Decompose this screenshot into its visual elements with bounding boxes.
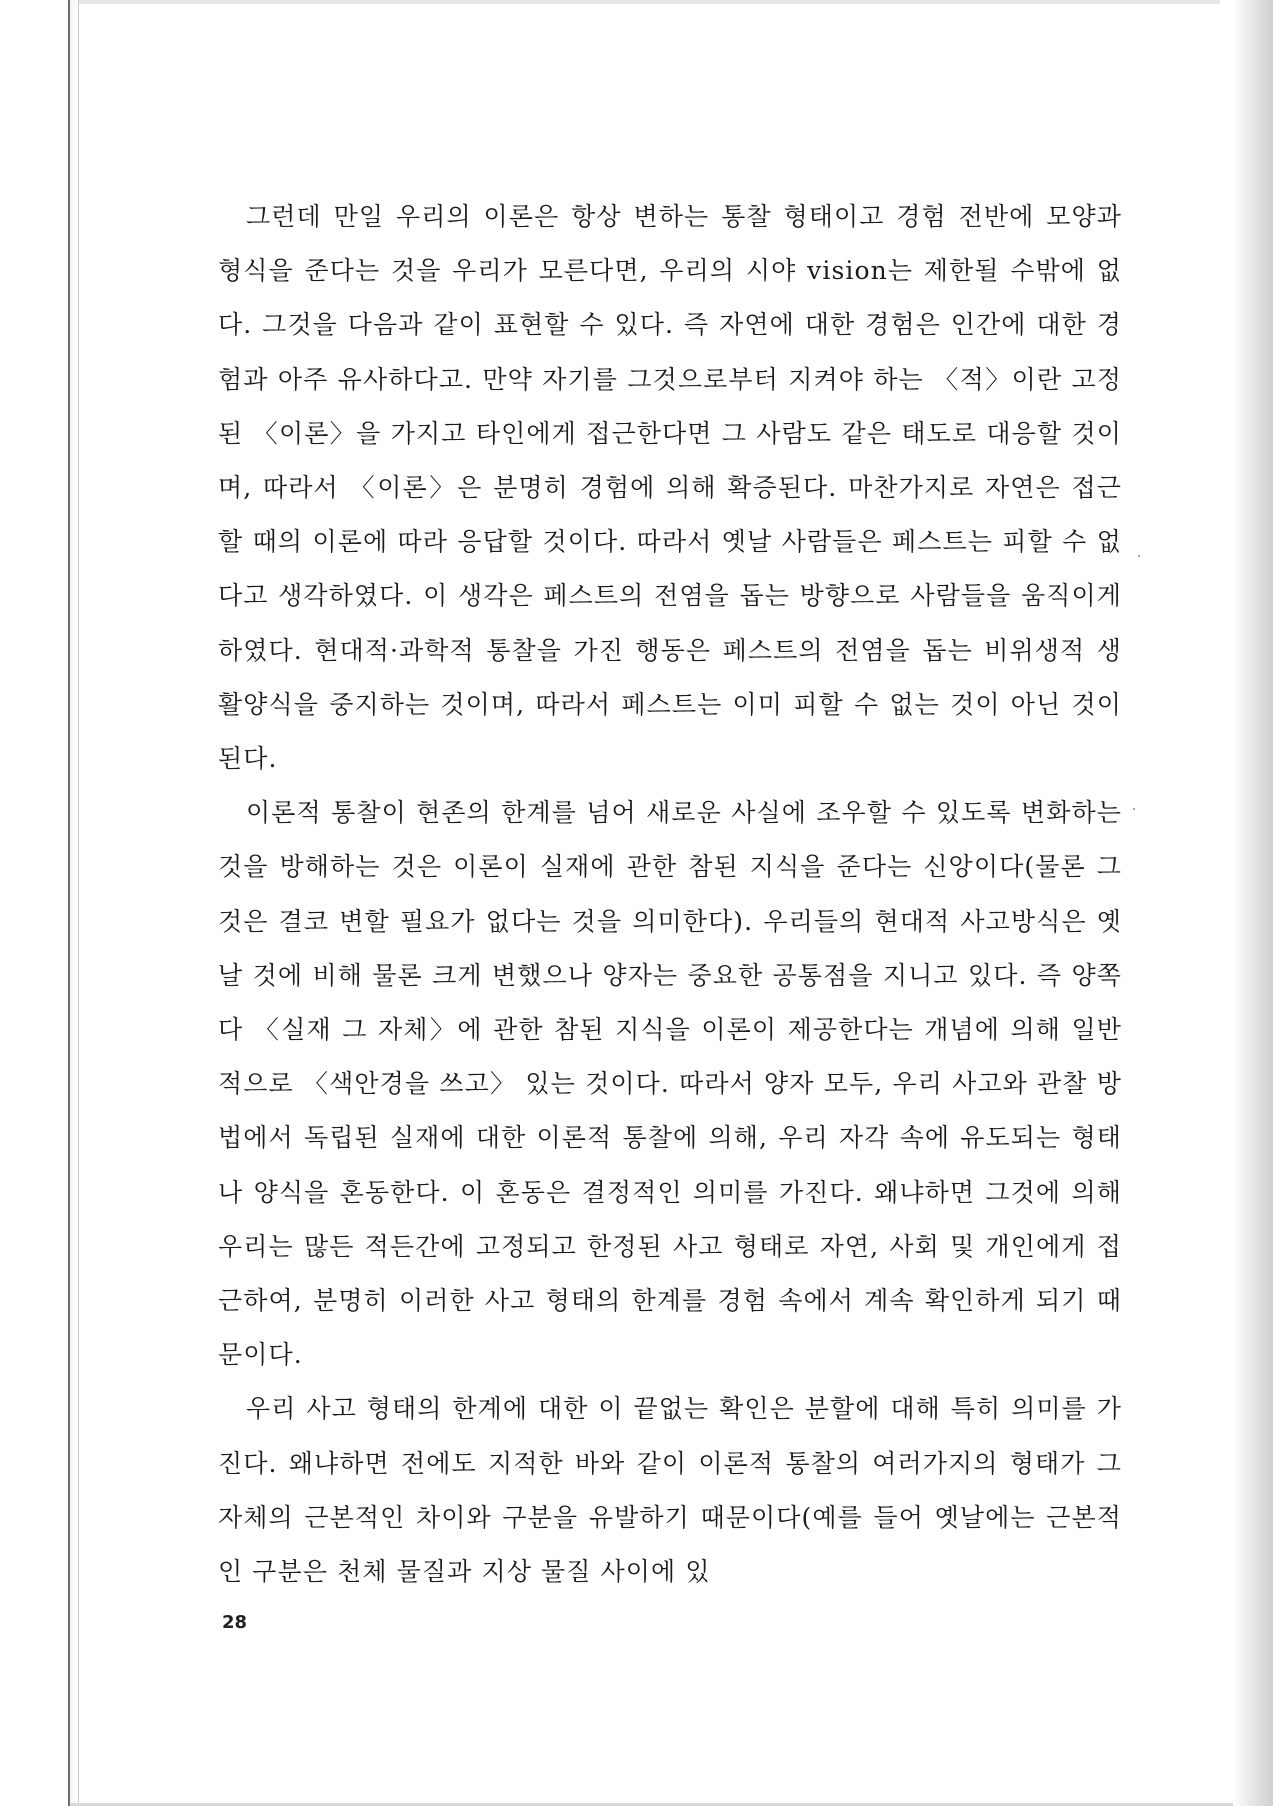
scan-speck [1133, 808, 1135, 810]
page-binding-edge [68, 0, 79, 1806]
page-right-shadow [1233, 0, 1273, 1806]
paragraph-3: 우리 사고 형태의 한계에 대한 이 끝없는 확인은 분할에 대해 특히 의미를 가진다. 왜냐하면 전에도 지적한 바와 같이 이론적 통찰의 여러가지의 형태가 그 자체의 근본적인 차이와 구분을 유발하기 때문이다(예를 들어 옛날에는 근본적인 구분은 천체 물질과 지상 물질 사이에 있 [218, 1394, 1122, 1587]
page-number: 28 [222, 1612, 248, 1633]
page-top-edge [70, 0, 1220, 4]
scan-speck [1138, 555, 1140, 557]
paragraph-1: 그런데 만일 우리의 이론은 항상 변하는 통찰 형태이고 경험 전반에 모양과 형식을 준다는 것을 우리가 모른다면, 우리의 시야 vision는 제한될 수밖에 없다. 그것을 다음과 같이 표현할 수 있다. 즉 자연에 대한 경험은 인간에 대한 경험과 아주 유사하다고. 만약 자기를 그것으로부터 지켜야 하는 〈적〉이란 고정된 〈이론〉을 가지고 타인에게 접근한다면 그 사람도 같은 태도로 대응할 것이며, 따라서 〈이론〉은 분명히 경험에 의해 확증된다. 마찬가지로 자연은 접근할 때의 이론에 따라 응답할 것이다. 따라서 옛날 사람들은 페스트는 피할 수 없다고 생각하였다. 이 생각은 페스트의 전염을 돕는 방향으로 사람들을 움직이게 하였다. 현대적·과학적 통찰을 가진 행동은 페스트의 전염을 돕는 비위생적 생활양식을 중지하는 것이며, 따라서 페스트는 이미 피할 수 없는 것이 아닌 것이 된다. [218, 202, 1122, 774]
body-text [218, 190, 1122, 1599]
paragraph-2: 이론적 통찰이 현존의 한계를 넘어 새로운 사실에 조우할 수 있도록 변화하는 것을 방해하는 것은 이론이 실재에 관한 참된 지식을 준다는 신앙이다(물론 그것은 결코 변할 필요가 없다는 것을 의미한다). 우리들의 현대적 사고방식은 옛날 것에 비해 물론 크게 변했으나 양자는 중요한 공통점을 지니고 있다. 즉 양쪽 다 〈실재 그 자체〉에 관한 참된 지식을 이론이 제공한다는 개념에 의해 일반적으로 〈색안경을 쓰고〉 있는 것이다. 따라서 양자 모두, 우리 사고와 관찰 방법에서 독립된 실재에 대한 이론적 통찰에 의해, 우리 자각 속에 유도되는 형태나 양식을 혼동한다. 이 혼동은 결정적인 의미를 가진다. 왜냐하면 그것에 의해 우리는 많든 적든간에 고정되고 한정된 사고 형태로 자연, 사회 및 개인에게 접근하여, 분명히 이러한 사고 형태의 한계를 경험 속에서 계속 확인하게 되기 때문이다. [218, 798, 1122, 1370]
